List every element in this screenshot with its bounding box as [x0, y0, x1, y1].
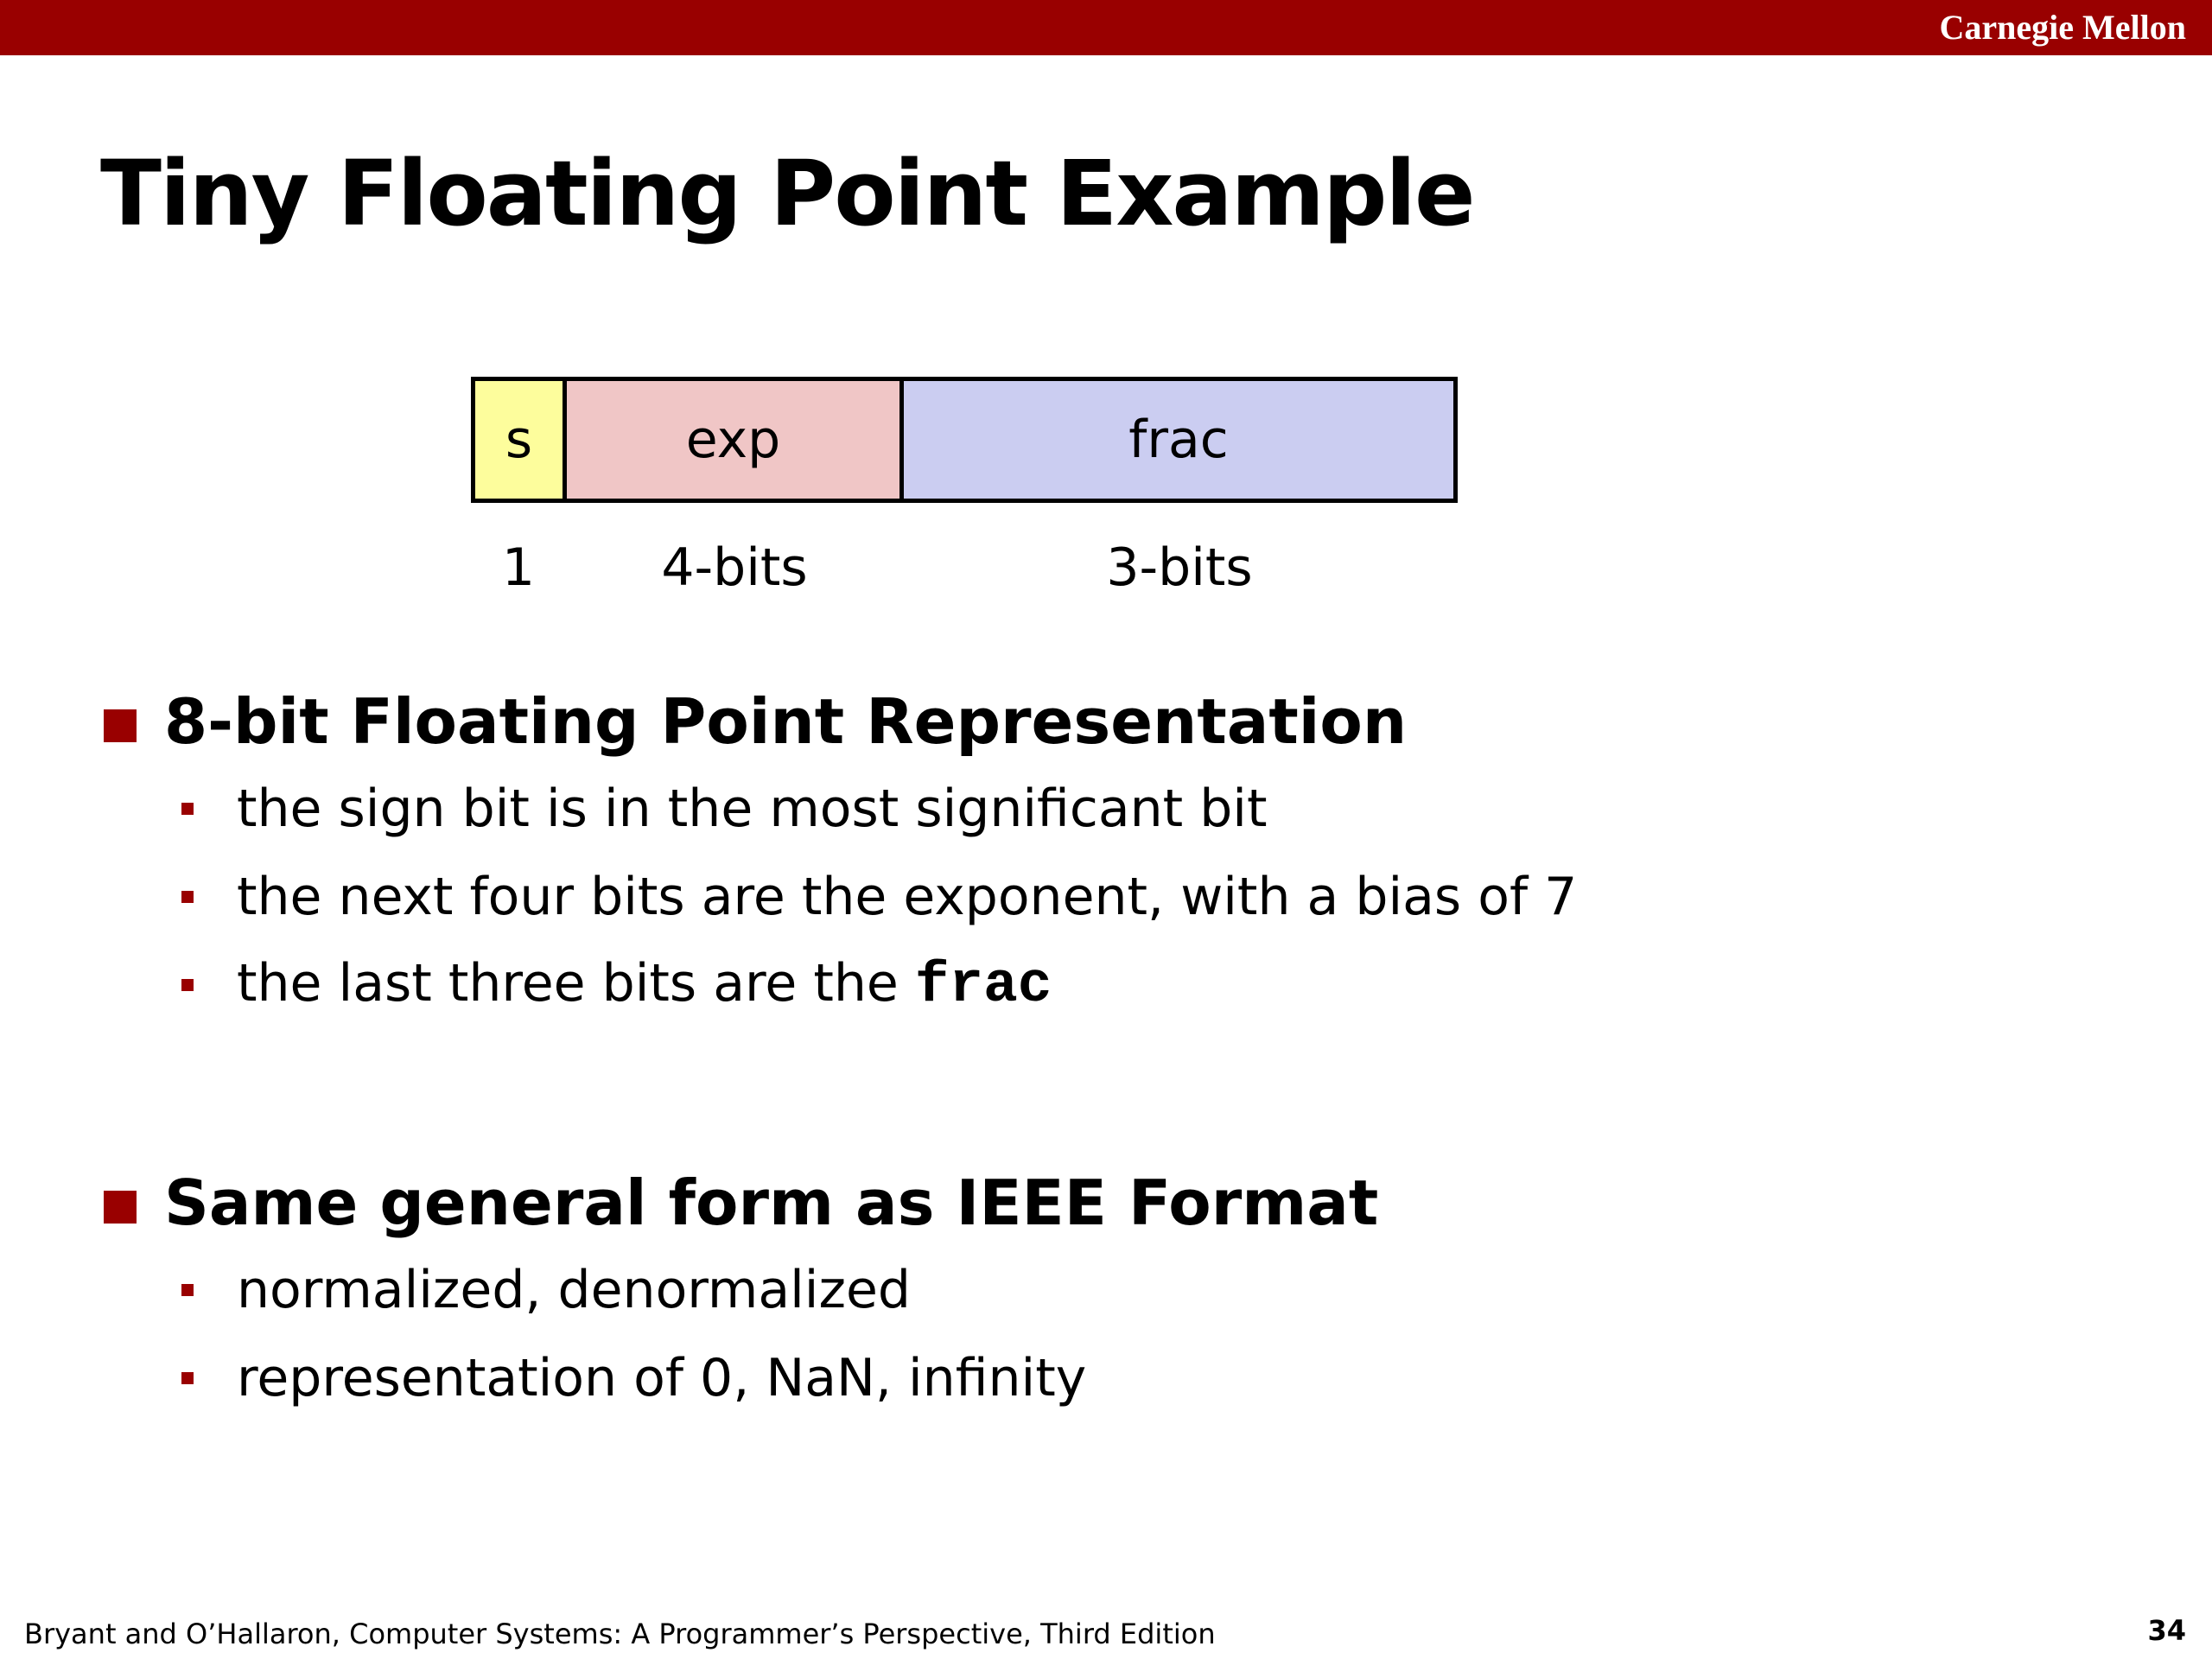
list-item-text: representation of 0, NaN, infinity: [237, 1348, 1087, 1408]
list-item: [181, 941, 1577, 1029]
square-bullet-icon: [104, 709, 137, 742]
bullet-section-ieee: [104, 1160, 1378, 1422]
small-square-bullet-icon: [181, 1284, 194, 1296]
sign-field: s: [471, 377, 567, 503]
list-item: [181, 1334, 1378, 1422]
bullet-heading-text: Same general form as IEEE Format: [164, 1166, 1379, 1239]
bullet-heading-text: 8-bit Floating Point Representation: [164, 685, 1408, 758]
bullet-section-representation: [104, 678, 1577, 1029]
footer-citation: Bryant and O’Hallaron, Computer Systems: A Programmer’s Perspective, Third Edition: [24, 1618, 1216, 1650]
list-item-text: [237, 953, 1052, 1018]
frac-code: frac: [914, 952, 1052, 1018]
small-square-bullet-icon: [181, 891, 194, 903]
small-square-bullet-icon: [181, 803, 194, 815]
small-square-bullet-icon: [181, 979, 194, 991]
exp-field: exp: [563, 377, 904, 503]
header-bar: [0, 0, 2212, 55]
list-item: [181, 1246, 1378, 1334]
exp-width-label: 4-bits: [661, 537, 808, 598]
list-item-text: the sign bit is in the most significant bit: [237, 779, 1268, 839]
brand-name: Carnegie Mellon: [1939, 8, 2186, 47]
page-number: 34: [2147, 1614, 2186, 1647]
list-item: [181, 853, 1577, 941]
slide-title: Tiny Floating Point Example: [100, 141, 1474, 246]
sign-width-label: 1: [501, 537, 536, 598]
bit-format-diagram: [471, 377, 1458, 503]
square-bullet-icon: [104, 1191, 137, 1224]
frac-field: frac: [899, 377, 1458, 503]
list-item-text-plain: the last three bits are the: [237, 952, 915, 1014]
bullet-heading: [104, 1160, 1378, 1246]
list-item-text: the next four bits are the exponent, with a bias of 7: [237, 867, 1578, 927]
list-item-text: normalized, denormalized: [237, 1260, 911, 1320]
list-item: [181, 765, 1577, 853]
frac-width-label: 3-bits: [1106, 537, 1253, 598]
small-square-bullet-icon: [181, 1372, 194, 1384]
bullet-heading: [104, 678, 1577, 765]
